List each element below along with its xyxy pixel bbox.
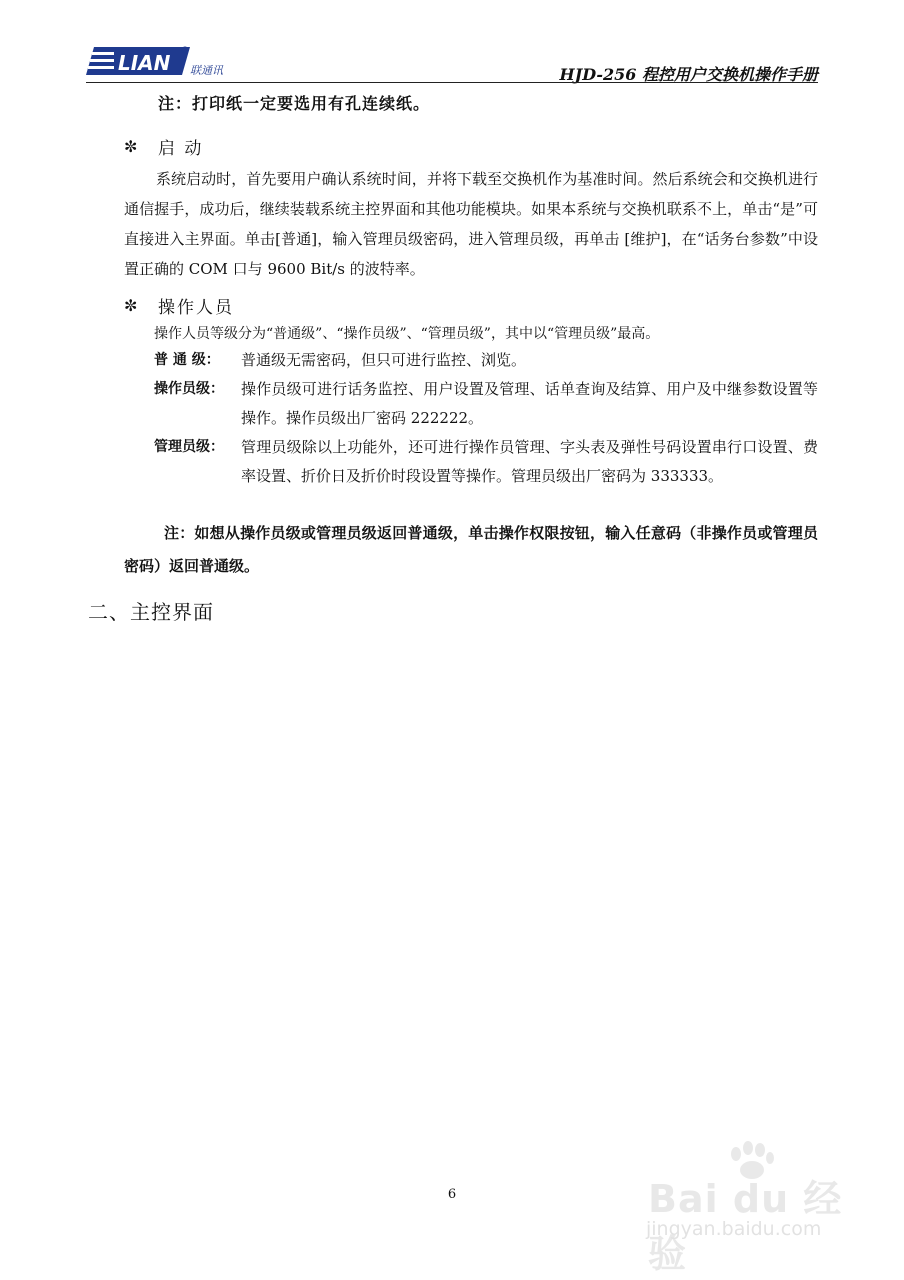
section-title: 操作人员 [158,298,234,318]
role-description: 管理员级除以上功能外，还可进行操作员管理、字头表及弹性号码设置串行口设置、费率设置、折价日及折价时段设置等操作。管理员级出厂密码为 333333。 [241,438,818,485]
watermark-url: jingyan.baidu.com [646,1218,822,1240]
logo-text: LIAN [118,51,171,75]
role-description: 普通级无需密码，但只可进行监控、浏览。 [241,351,527,369]
startup-paragraph: 系统启动时，首先要用户确认系统时间，并将下载至交换机作为基准时间。然后系统会和交换机进行通信握手，成功后，继续装载系统主控界面和其他功能模块。如果本系统与交换机联系不上，单击“是”可直接进入主界面。单击[普通]，输入管理员级密码，进入管理员级，再单击 [维护]，在“话务台参数”中设置正确的 COM 口与 9600 Bit/s 的波特率。 [124,170,818,278]
section-heading-startup [124,134,203,159]
section-heading-operators [124,293,234,318]
manual-title: HJD-256 程控用户交换机操作手册 [559,65,818,84]
header-divider [86,82,818,83]
logo-graphic [86,41,246,81]
role-row-operator [154,375,818,433]
chapter-heading: 二、主控界面 [88,600,214,624]
logo-subtext: 联通讯 [190,64,223,77]
flower-bullet-icon: ✼ [124,137,138,156]
return-level-note: 注：如想从操作员级或管理员级返回普通级，单击操作权限按钮，输入任意码（非操作员或管理员密码）返回普通级。 [124,524,818,575]
section-title: 启 动 [158,139,204,159]
role-description: 操作员级可进行话务监控、用户设置及管理、话单查询及结算、用户及中继参数设置等操作。操作员级出厂密码 222222。 [241,380,818,427]
watermark-brand: Bai du 经验 [648,1177,843,1276]
baidu-watermark [626,1140,866,1276]
role-label: 普 通 级： [154,352,220,368]
page-number: 6 [447,1187,457,1202]
company-logo [86,41,246,81]
role-row-admin [154,433,818,491]
role-label: 操作员级： [154,381,224,397]
operator-levels-intro: 操作人员等级分为“普通级”、“操作员级”、“管理员级”，其中以“管理员级”最高。 [154,326,660,342]
role-row-normal [154,346,818,375]
paper-note: 注：打印纸一定要选用有孔连续纸。 [158,94,431,113]
role-label: 管理员级： [154,439,224,455]
flower-bullet-icon: ✼ [124,296,138,315]
